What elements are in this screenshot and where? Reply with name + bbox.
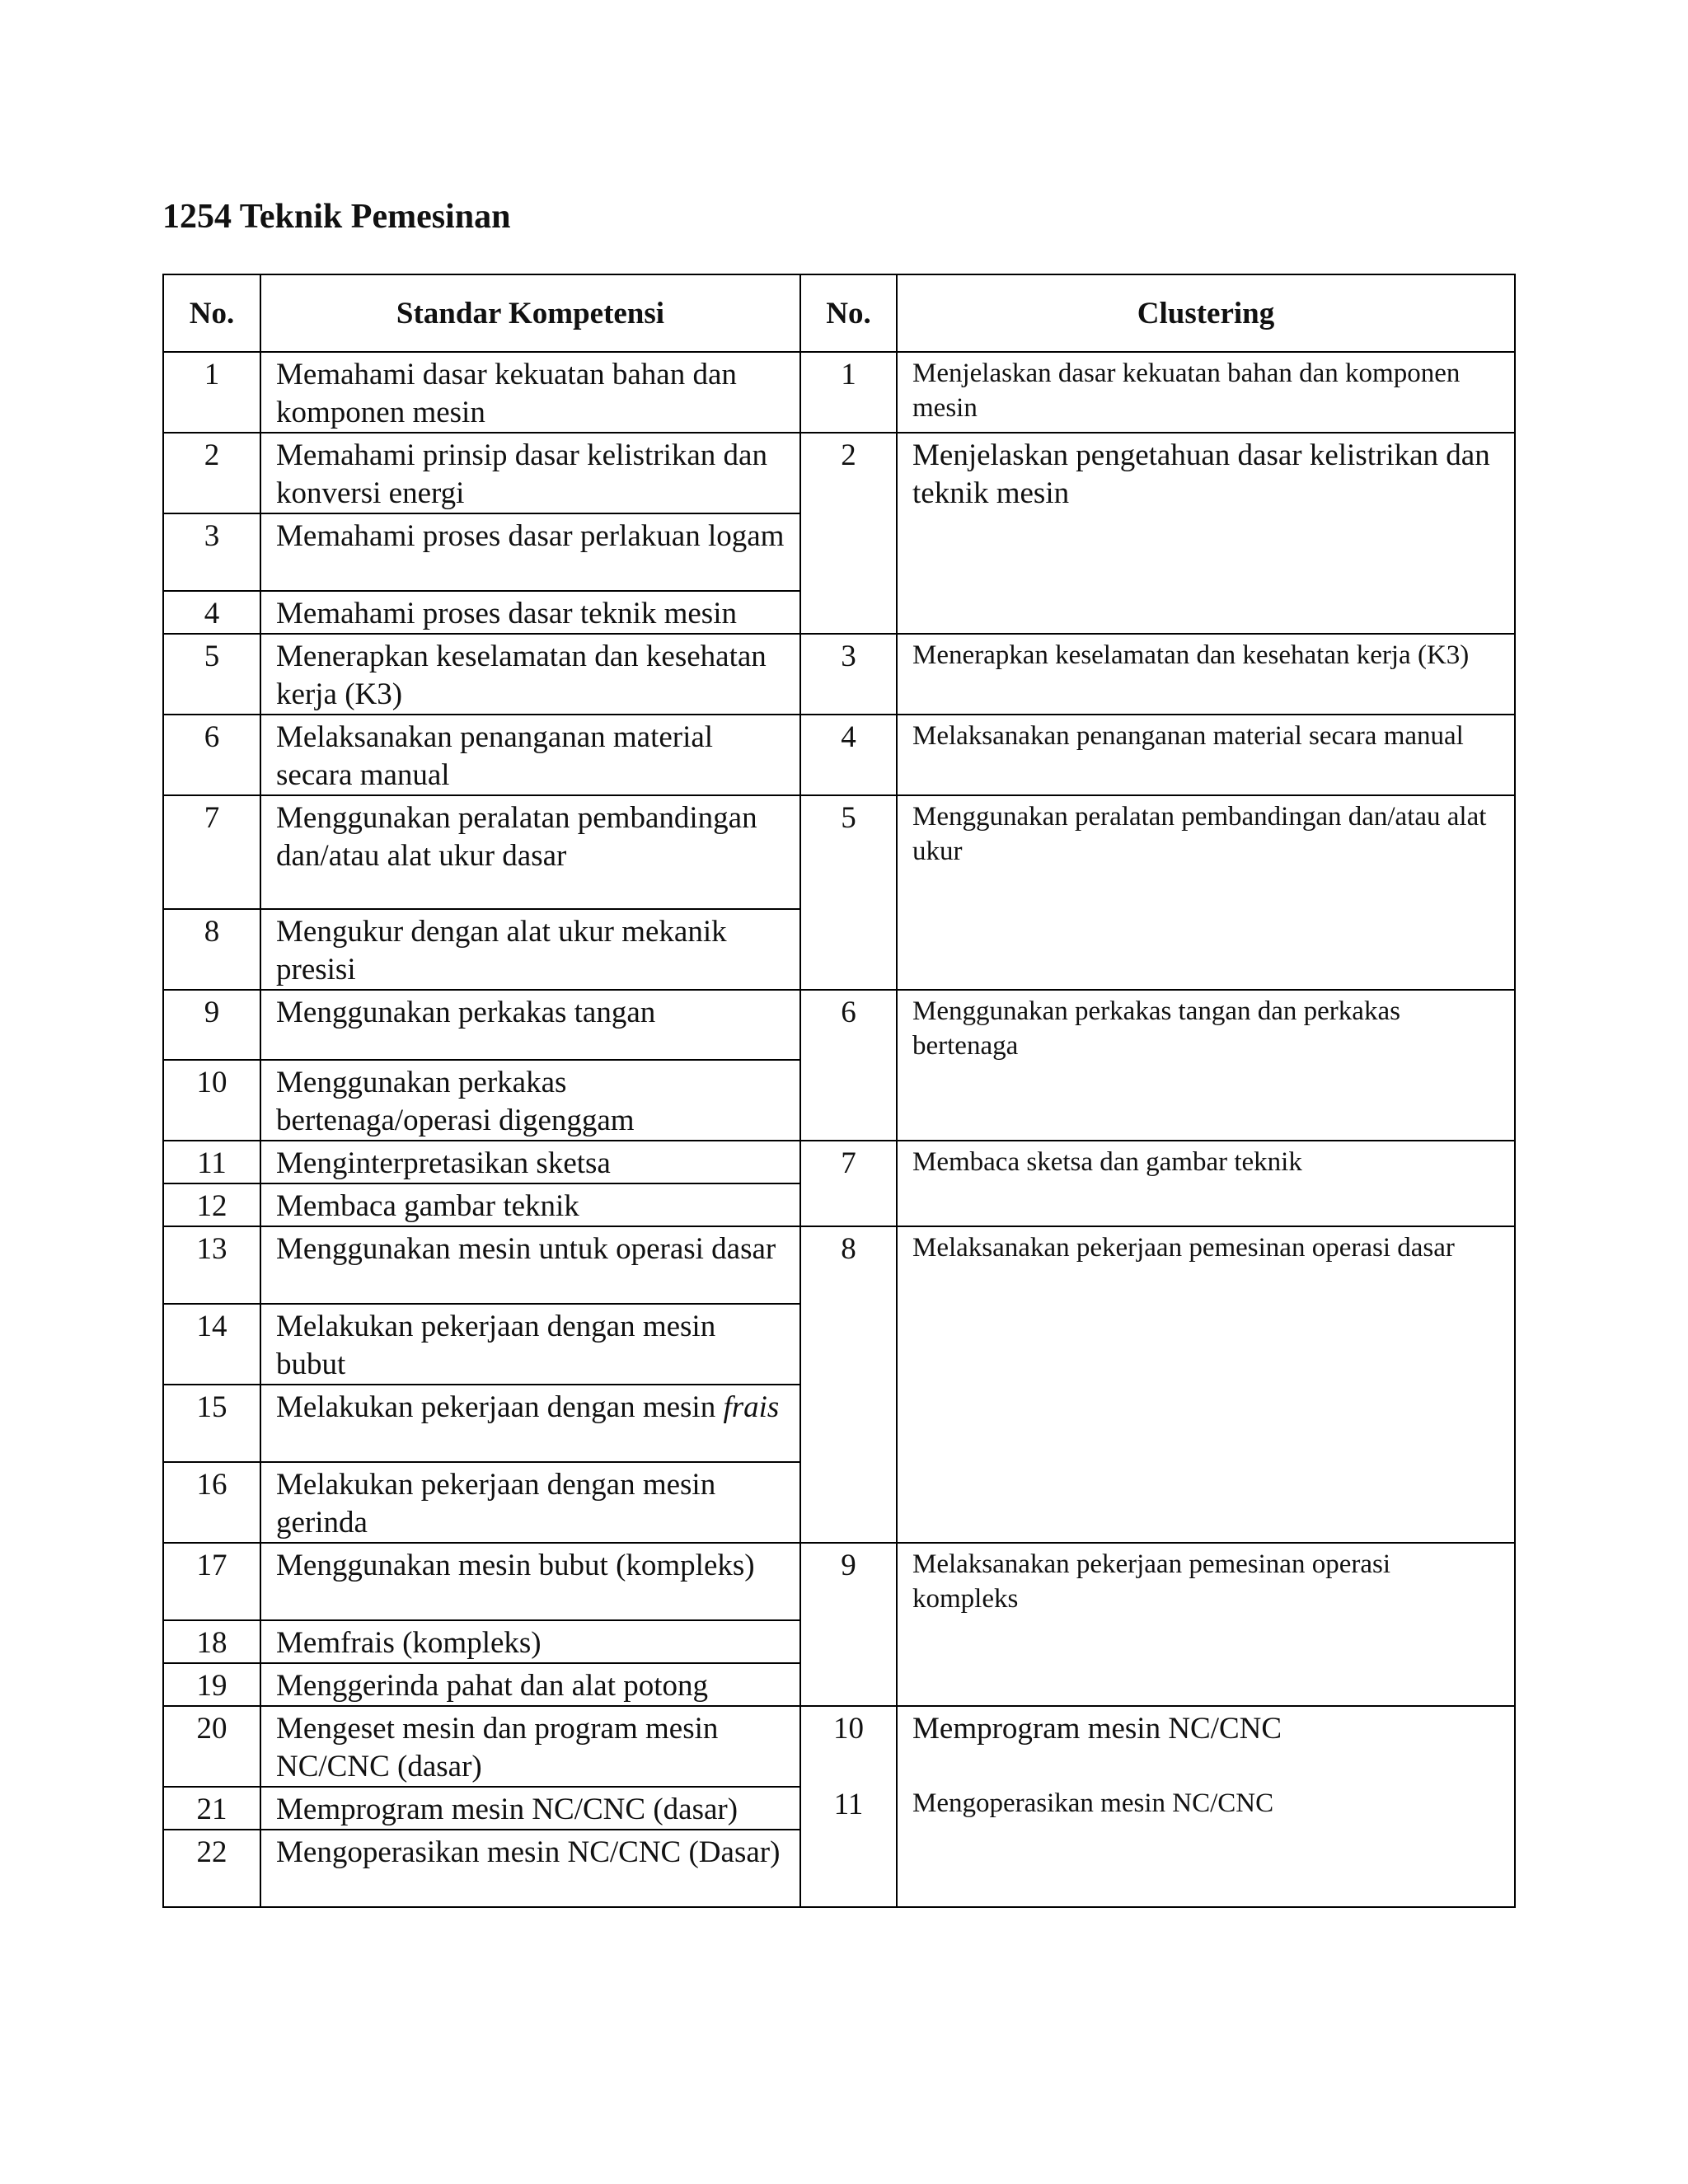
cluster-text: Membaca sketsa dan gambar teknik: [897, 1141, 1515, 1226]
cluster-no: 7: [800, 1141, 897, 1226]
header-no-standar: No.: [163, 274, 260, 352]
standar-no: 2: [163, 433, 260, 513]
cluster-no-group: [800, 1706, 897, 1907]
cluster-no: 4: [800, 715, 897, 795]
standar-text-italic: frais: [723, 1390, 780, 1424]
standar-text: Melakukan pekerjaan dengan mesin gerinda: [260, 1462, 800, 1543]
header-standar-kompetensi: Standar Kompetensi: [260, 274, 800, 352]
standar-text: Memahami prinsip dasar kelistrikan dan konversi energi: [260, 433, 800, 513]
table-row: [163, 990, 1515, 1060]
standar-text: Memahami dasar kekuatan bahan dan komponen mesin: [260, 352, 800, 433]
standar-text: Menggunakan perkakas tangan: [260, 990, 800, 1060]
cluster-text: Melaksanakan pekerjaan pemesinan operasi kompleks: [897, 1543, 1515, 1706]
standar-text: Memprogram mesin NC/CNC (dasar): [260, 1787, 800, 1830]
cluster-no: 2: [800, 433, 897, 634]
standar-no: 11: [163, 1141, 260, 1183]
standar-text: Mengeset mesin dan program mesin NC/CNC (dasar): [260, 1706, 800, 1787]
standar-no: 20: [163, 1706, 260, 1787]
standar-text: Melaksanakan penanganan material secara manual: [260, 715, 800, 795]
standar-text: Menggunakan mesin bubut (kompleks): [260, 1543, 800, 1620]
cluster-no: 1: [800, 352, 897, 433]
cluster-text: Melaksanakan pekerjaan pemesinan operasi dasar: [897, 1226, 1515, 1543]
cluster-no: 5: [800, 795, 897, 990]
standar-no: 15: [163, 1385, 260, 1462]
table-row: [163, 1226, 1515, 1304]
standar-no: 16: [163, 1462, 260, 1543]
cluster-no: 8: [800, 1226, 897, 1543]
table-row: [163, 433, 1515, 513]
cluster-text: Melaksanakan penanganan material secara manual: [897, 715, 1515, 795]
table-row: [163, 795, 1515, 909]
standar-text: Menggerinda pahat dan alat potong: [260, 1663, 800, 1706]
standar-text: Membaca gambar teknik: [260, 1183, 800, 1226]
header-no-cluster: No.: [800, 274, 897, 352]
standar-no: 3: [163, 513, 260, 591]
header-row: [163, 274, 1515, 352]
cluster-text: Menggunakan peralatan pembandingan dan/atau alat ukur: [897, 795, 1515, 990]
standar-no: 19: [163, 1663, 260, 1706]
table-row: [163, 1141, 1515, 1183]
standar-no: 21: [163, 1787, 260, 1830]
standar-no: 9: [163, 990, 260, 1060]
standar-text: Menggunakan mesin untuk operasi dasar: [260, 1226, 800, 1304]
cluster-no: 9: [800, 1543, 897, 1706]
cluster-text: Menerapkan keselamatan dan kesehatan kerja (K3): [897, 634, 1515, 715]
cluster-text: Menjelaskan pengetahuan dasar kelistrikan dan teknik mesin: [897, 433, 1515, 634]
cluster-text: Mengoperasikan mesin NC/CNC: [912, 1788, 1274, 1818]
standar-text: Menggunakan perkakas bertenaga/operasi digenggam: [260, 1060, 800, 1141]
cluster-no: 11: [833, 1788, 864, 1821]
cluster-no: 10: [833, 1712, 864, 1746]
header-clustering: Clustering: [897, 274, 1515, 352]
cluster-text: Memprogram mesin NC/CNC: [912, 1712, 1282, 1746]
standar-no: 1: [163, 352, 260, 433]
cluster-no: 6: [800, 990, 897, 1141]
standar-no: 13: [163, 1226, 260, 1304]
standar-text: [260, 1385, 800, 1462]
cluster-no: 3: [800, 634, 897, 715]
standar-text: Memahami proses dasar teknik mesin: [260, 591, 800, 634]
standar-text-main: Melakukan pekerjaan dengan mesin: [276, 1390, 716, 1424]
table-row: [163, 715, 1515, 795]
standar-no: 17: [163, 1543, 260, 1620]
table-row: [163, 352, 1515, 433]
table-row: [163, 634, 1515, 715]
standar-no: 7: [163, 795, 260, 909]
standar-no: 8: [163, 909, 260, 990]
page-title: 1254 Teknik Pemesinan: [162, 198, 511, 236]
standar-no: 6: [163, 715, 260, 795]
standar-no: 22: [163, 1830, 260, 1907]
standar-text: Mengukur dengan alat ukur mekanik presisi: [260, 909, 800, 990]
standar-text: Memfrais (kompleks): [260, 1620, 800, 1663]
cluster-text-group: [897, 1706, 1515, 1907]
standar-no: 4: [163, 591, 260, 634]
standar-no: 12: [163, 1183, 260, 1226]
table-row: [163, 1543, 1515, 1620]
standar-no: 18: [163, 1620, 260, 1663]
standar-text: Mengoperasikan mesin NC/CNC (Dasar): [260, 1830, 800, 1907]
table-row: [163, 1706, 1515, 1787]
standar-no: 14: [163, 1304, 260, 1385]
cluster-text: Menggunakan perkakas tangan dan perkakas bertenaga: [897, 990, 1515, 1141]
competency-table: [162, 274, 1516, 1908]
standar-text: Memahami proses dasar perlakuan logam: [260, 513, 800, 591]
standar-text: Melakukan pekerjaan dengan mesin bubut: [260, 1304, 800, 1385]
standar-text: Menerapkan keselamatan dan kesehatan kerja (K3): [260, 634, 800, 715]
standar-text: Menggunakan peralatan pembandingan dan/atau alat ukur dasar: [260, 795, 800, 909]
cluster-text: Menjelaskan dasar kekuatan bahan dan komponen mesin: [897, 352, 1515, 433]
standar-no: 5: [163, 634, 260, 715]
standar-text: Menginterpretasikan sketsa: [260, 1141, 800, 1183]
standar-no: 10: [163, 1060, 260, 1141]
